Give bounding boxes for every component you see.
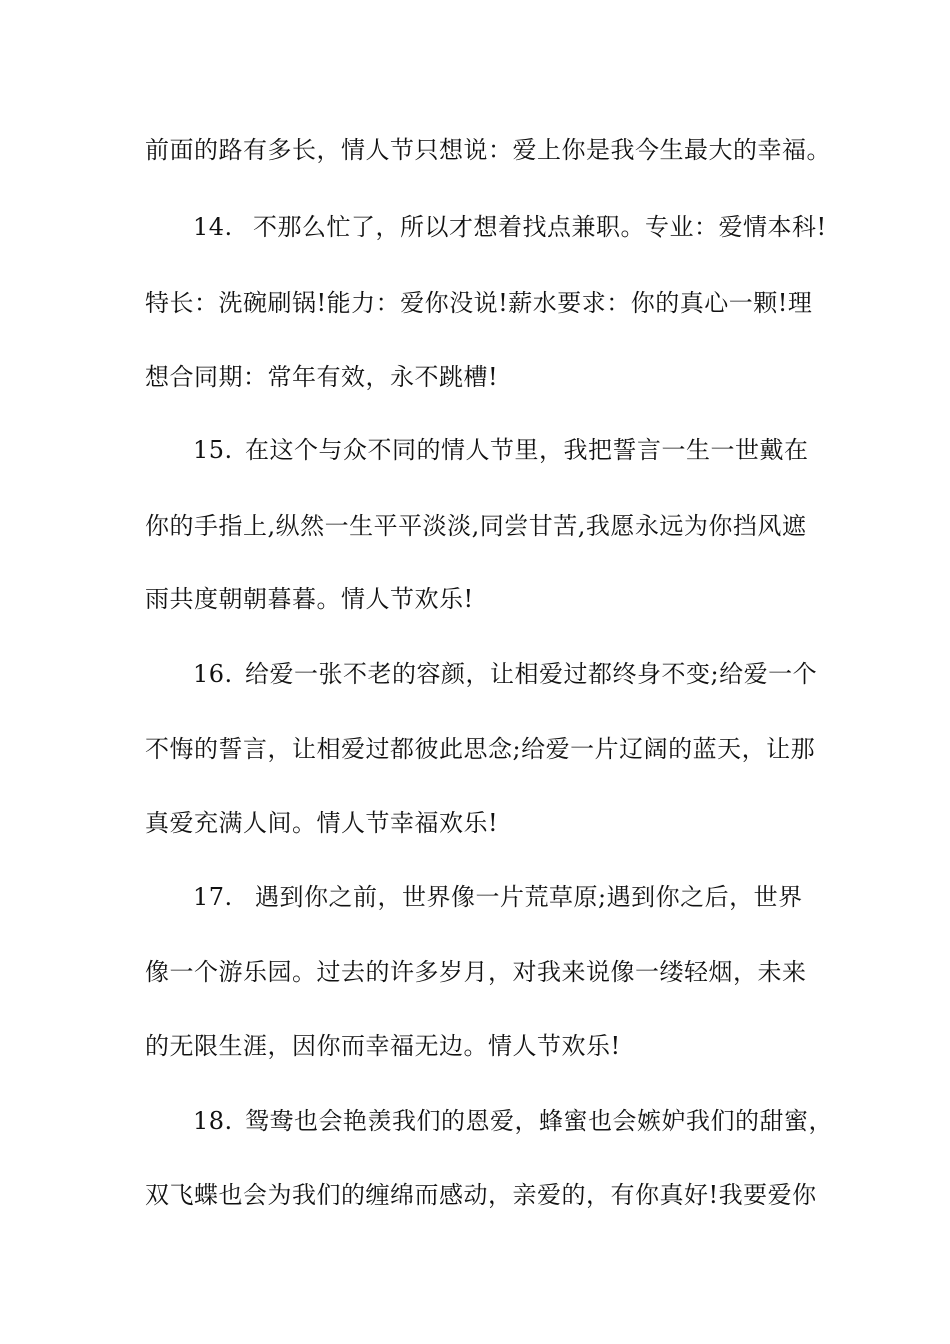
paragraph-line: 17. 遇到你之前，世界像一片荒草原;遇到你之后，世界 xyxy=(145,877,825,917)
paragraph-line: 雨共度朝朝暮暮。情人节欢乐! xyxy=(145,585,474,613)
paragraph-line: 不悔的誓言，让相爱过都彼此思念;给爱一片辽阔的蓝天，让那 xyxy=(145,735,816,763)
paragraph-line: 你的手指上,纵然一生平平淡淡,同尝甘苦,我愿永远为你挡风遮 xyxy=(145,512,807,540)
paragraph-line: 真爱充满人间。情人节幸福欢乐! xyxy=(145,809,499,837)
paragraph-line: 想合同期：常年有效，永不跳槽! xyxy=(145,363,499,391)
paragraph-line: 前面的路有多长，情人节只想说：爱上你是我今生最大的幸福。 xyxy=(145,136,831,164)
paragraph-line: 像一个游乐园。过去的许多岁月，对我来说像一缕轻烟，未来 xyxy=(145,958,807,986)
paragraph-line: 特长：洗碗刷锅!能力：爱你没说!薪水要求：你的真心一颗!理 xyxy=(145,289,813,317)
item-number: 17. xyxy=(193,883,233,911)
paragraph-line: 的无限生涯，因你而幸福无边。情人节欢乐! xyxy=(145,1032,621,1060)
item-number: 15. xyxy=(193,436,233,464)
paragraph-line: 双飞蝶也会为我们的缠绵而感动，亲爱的，有你真好!我要爱你 xyxy=(145,1181,817,1209)
paragraph-line: 15. 在这个与众不同的情人节里，我把誓言一生一世戴在 xyxy=(145,430,825,470)
paragraph-line: 16. 给爱一张不老的容颜，让相爱过都终身不变;给爱一个 xyxy=(145,654,825,694)
paragraph-line: 14. 不那么忙了，所以才想着找点兼职。专业：爱情本科! xyxy=(145,207,825,247)
item-number: 16. xyxy=(193,660,233,688)
item-number: 18. xyxy=(193,1107,233,1135)
item-number: 14. xyxy=(193,213,233,241)
paragraph-line: 18. 鸳鸯也会艳羡我们的恩爱，蜂蜜也会嫉妒我们的甜蜜， xyxy=(145,1101,825,1141)
